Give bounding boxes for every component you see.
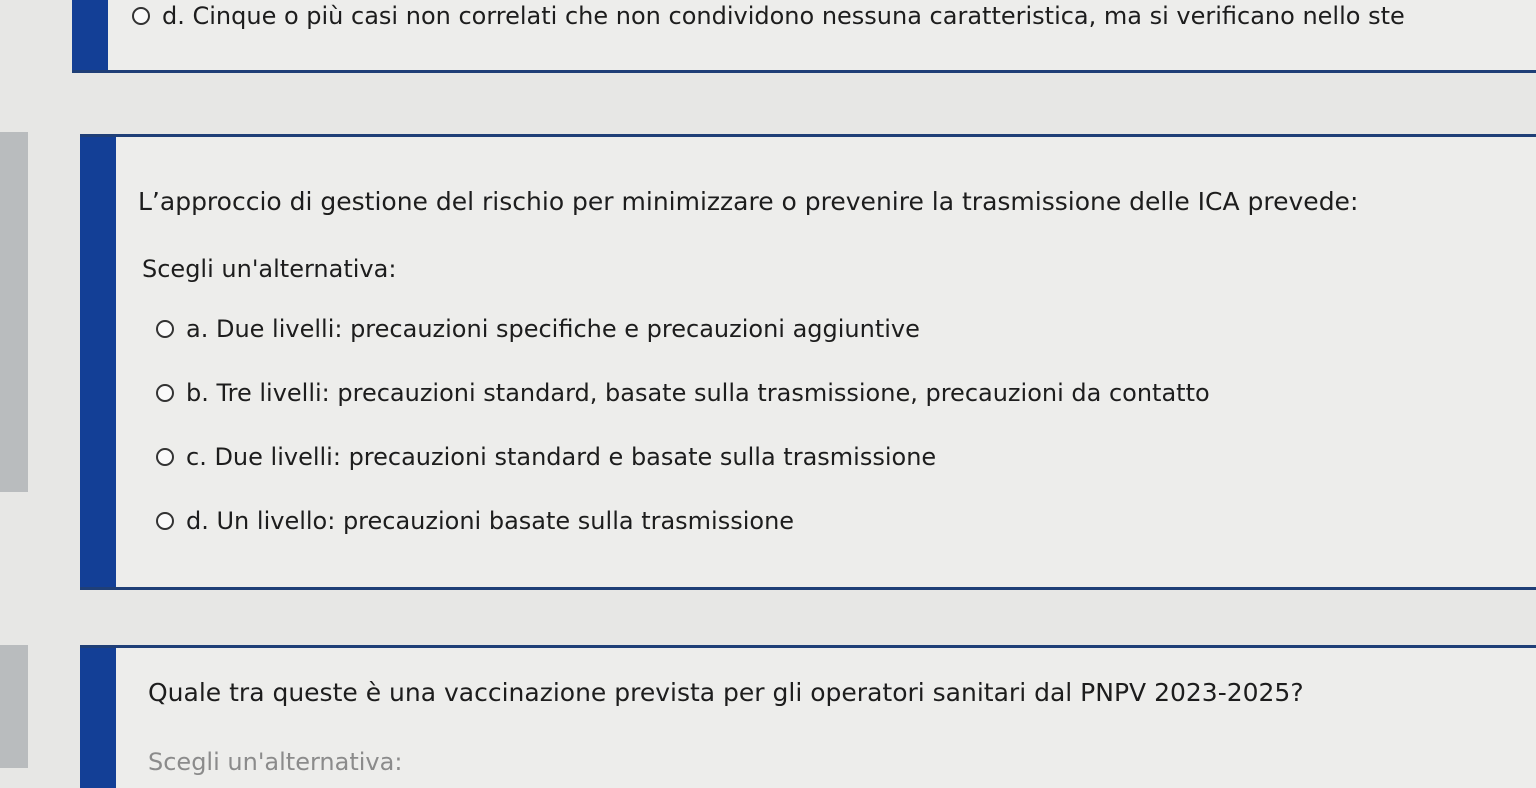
- radio-button-icon[interactable]: [132, 7, 150, 25]
- option-label: d. Cinque o più casi non correlati che non condividono nessuna caratteristica, ma si verificano nello ste: [162, 2, 1405, 30]
- radio-button-icon[interactable]: [156, 448, 174, 466]
- left-page-edge: [0, 132, 28, 492]
- option-label: d. Un livello: precauzioni basate sulla trasmissione: [186, 507, 795, 535]
- choose-instruction: Scegli un'alternativa:: [148, 748, 403, 776]
- radio-button-icon[interactable]: [156, 384, 174, 402]
- next-question-card: [80, 645, 1536, 788]
- radio-button-icon[interactable]: [156, 320, 174, 338]
- option-b[interactable]: [156, 379, 1210, 407]
- option-label: c. Due livelli: precauzioni standard e basate sulla trasmissione: [186, 443, 937, 471]
- previous-question-card: [72, 0, 1536, 73]
- option-a[interactable]: [156, 315, 920, 343]
- choose-instruction: Scegli un'alternativa:: [142, 255, 397, 283]
- previous-option-d[interactable]: [132, 2, 1405, 30]
- option-d[interactable]: [156, 507, 794, 535]
- radio-button-icon[interactable]: [156, 512, 174, 530]
- option-label: a. Due livelli: precauzioni specifiche e precauzioni aggiuntive: [186, 315, 920, 343]
- option-c[interactable]: [156, 443, 936, 471]
- question-text: L’approccio di gestione del rischio per minimizzare o prevenire la trasmissione delle ICA prevede:: [138, 187, 1359, 216]
- question-card: [80, 134, 1536, 590]
- question-text: Quale tra queste è una vaccinazione prevista per gli operatori sanitari dal PNPV 2023-2025?: [148, 678, 1304, 707]
- left-page-edge: [0, 645, 28, 768]
- option-label: b. Tre livelli: precauzioni standard, basate sulla trasmissione, precauzioni da contatto: [186, 379, 1210, 407]
